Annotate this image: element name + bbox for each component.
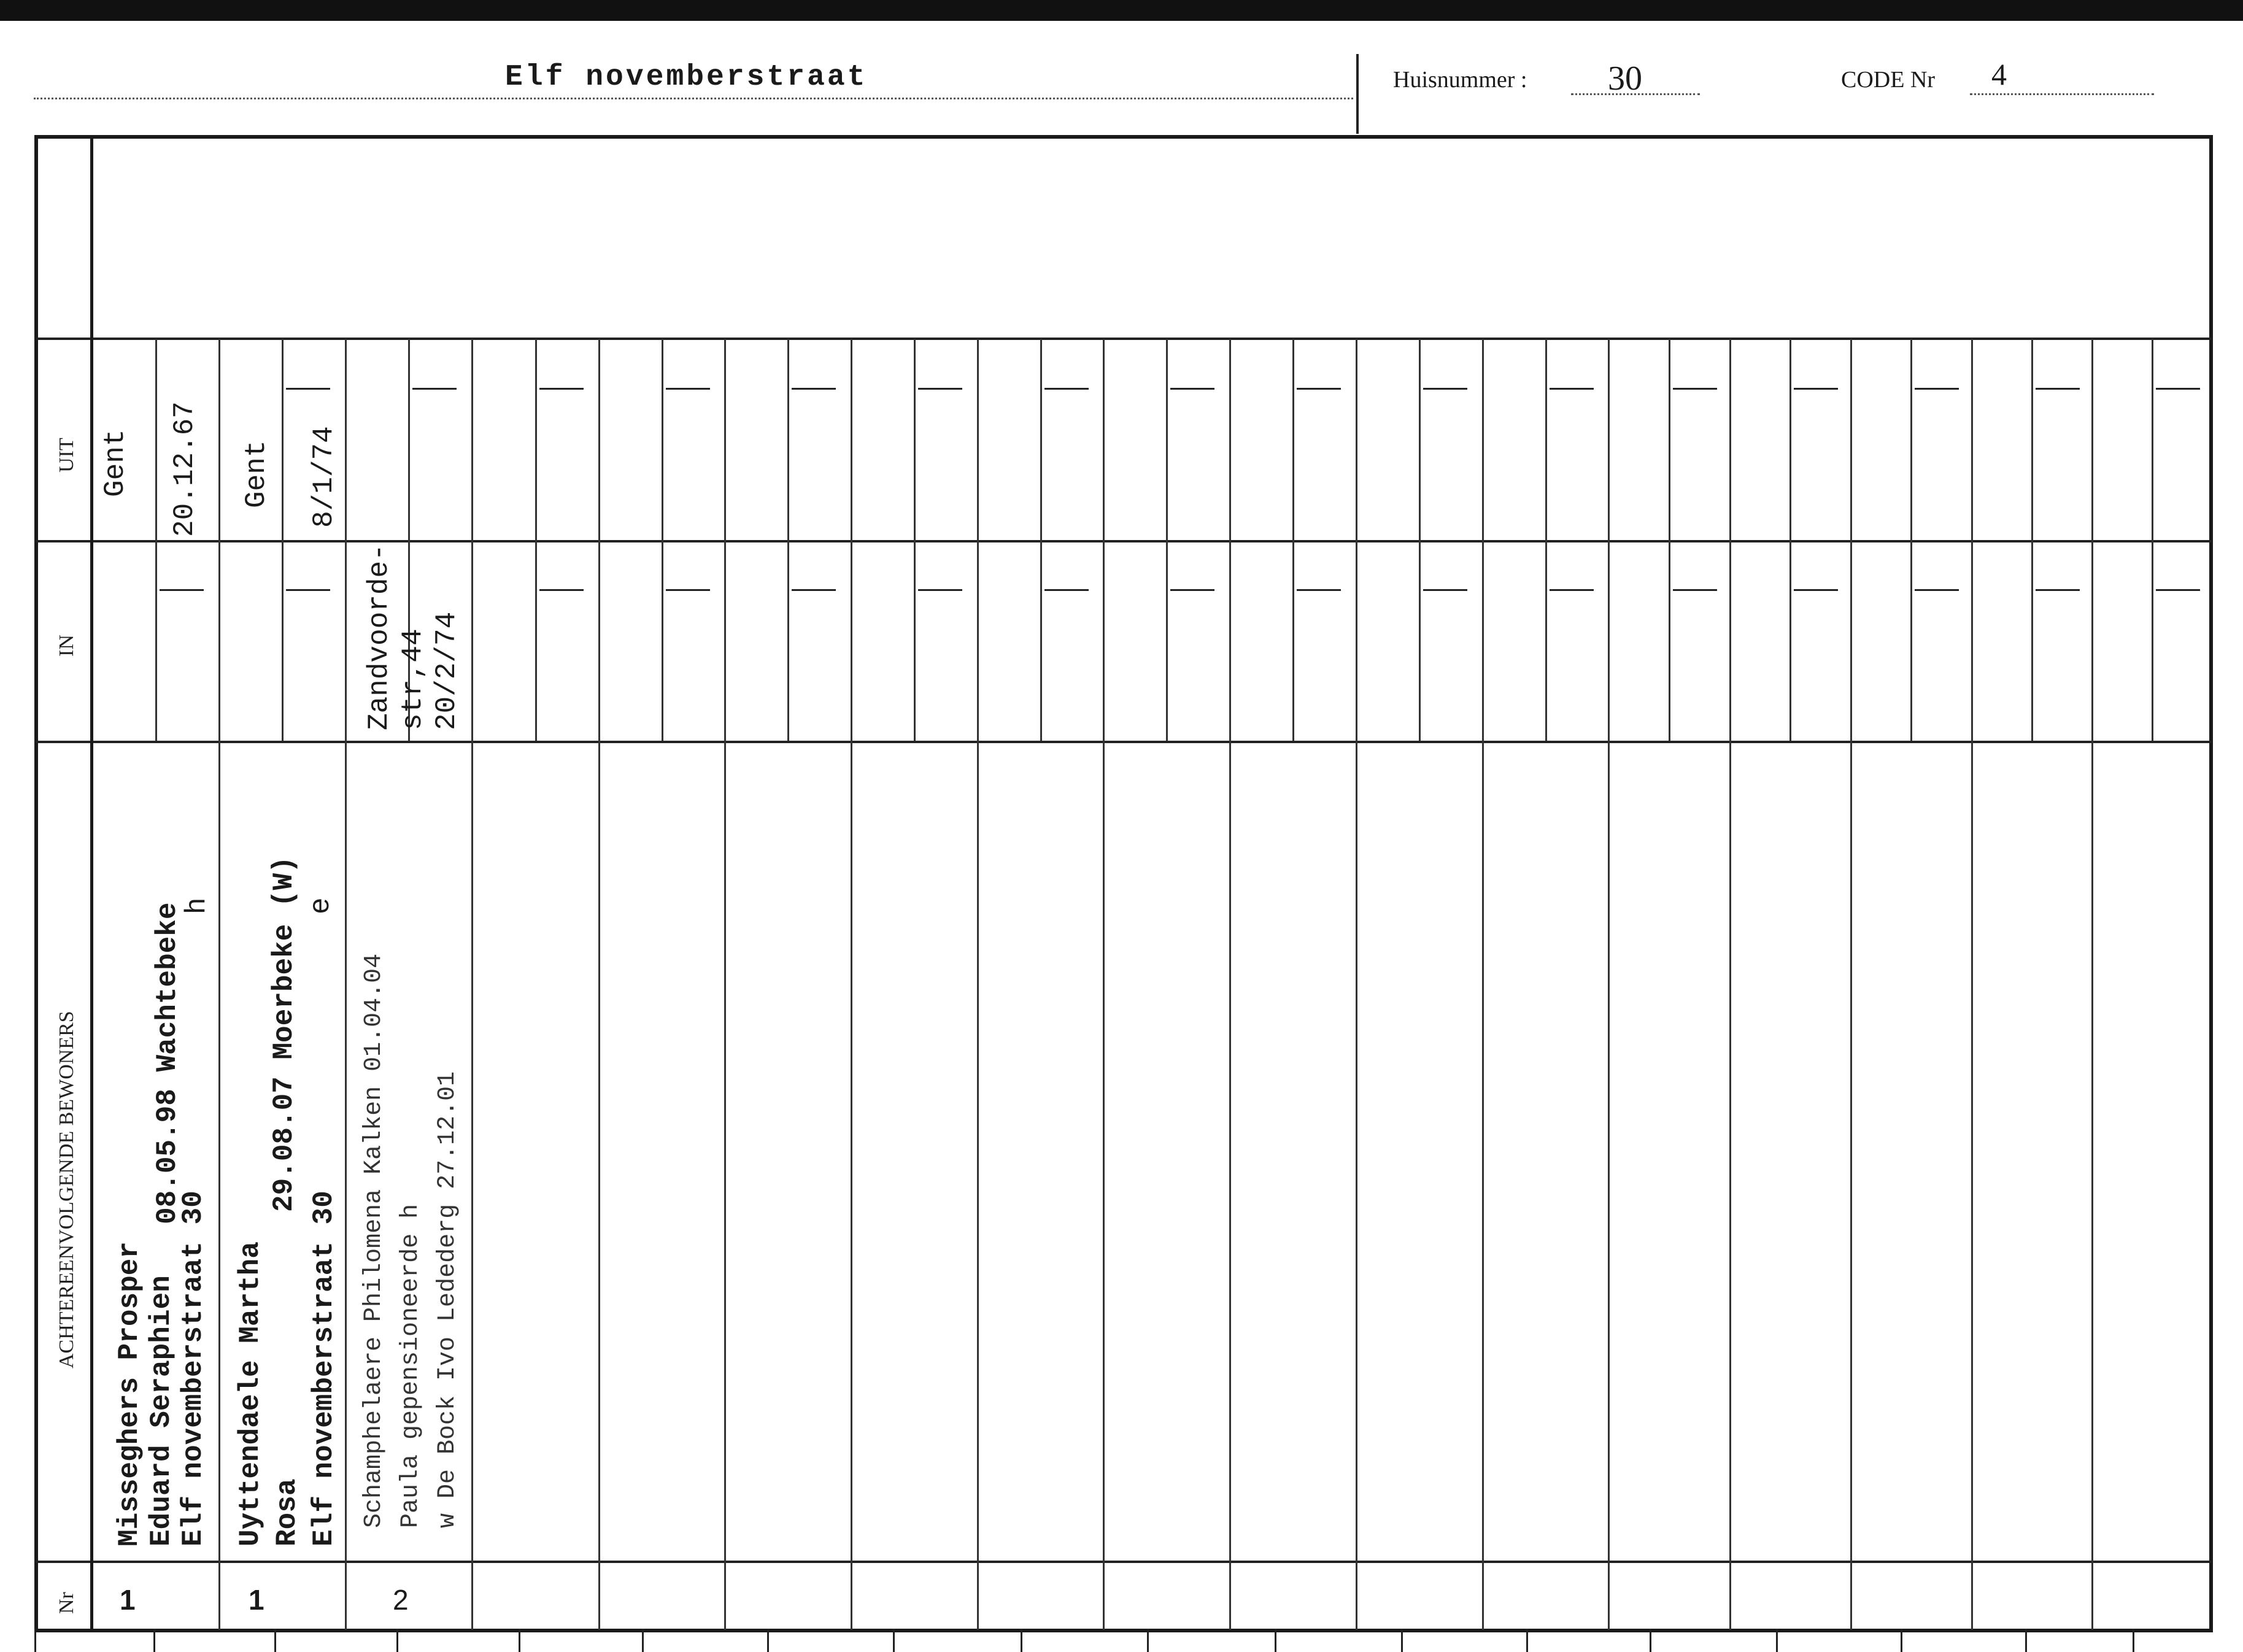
- bottom-tick: [1147, 1629, 1149, 1652]
- sub-column-divider: [2152, 339, 2153, 741]
- residents-row-label: ACHTEREENVOLGENDE BEWONERS: [55, 1011, 78, 1368]
- bottom-tick: [1776, 1629, 1778, 1652]
- header-separator: [1356, 54, 1359, 134]
- uit-dash: [1044, 388, 1089, 390]
- bottom-tick: [34, 1629, 36, 1652]
- entry-1-uit-place: Gent: [99, 429, 131, 497]
- grid-line-in-top: [36, 540, 2212, 542]
- in-dash: [1297, 589, 1341, 591]
- sub-column-divider: [787, 339, 789, 741]
- sub-column-divider: [1545, 339, 1547, 741]
- entry-2-name-line-1: Uyttendaele Martha: [234, 1241, 266, 1546]
- in-dash: [1673, 589, 1717, 591]
- bottom-tick: [1650, 1629, 1651, 1652]
- entry-3-in-line-3: 20/2/74: [431, 611, 463, 730]
- entry-1-detail-suffix: h: [181, 897, 213, 914]
- column-divider: [345, 339, 347, 1630]
- bottom-tick: [2133, 1629, 2134, 1652]
- in-dash: [1915, 589, 1959, 591]
- in-dash: [1170, 589, 1214, 591]
- uit-dash: [792, 388, 836, 390]
- entry-2-birth-details: 29.08.07 Moerbeke (W): [268, 856, 300, 1212]
- sub-column-divider: [535, 339, 537, 741]
- column-divider: [1729, 339, 1731, 1630]
- entry-2-uit-date: 8/1/74: [308, 426, 340, 528]
- column-divider: [1482, 339, 1484, 1630]
- top-border-bar: [0, 0, 2243, 21]
- uit-dash: [1170, 388, 1214, 390]
- uit-dash: [1297, 388, 1341, 390]
- entry-3-in-line-2: str,44: [397, 628, 429, 730]
- in-dash: [918, 589, 962, 591]
- label-column-divider: [90, 136, 93, 1631]
- grid-line-nr-top: [36, 1561, 2212, 1563]
- in-dash: [1550, 589, 1594, 591]
- column-divider: [851, 339, 852, 1630]
- entry-2-name-line-3: Elf novemberstraat 30: [308, 1191, 340, 1546]
- bottom-tick: [274, 1629, 276, 1652]
- house-number-value: 30: [1608, 60, 1642, 98]
- uit-dash: [412, 388, 457, 390]
- house-number-label: Huisnummer :: [1393, 67, 1527, 93]
- bottom-tick: [396, 1629, 398, 1652]
- uit-dash: [539, 388, 584, 390]
- entry-3-name-line-1: Schamphelaere Philomena Kalken 01.04.04: [360, 953, 388, 1528]
- code-value: 4: [1991, 57, 2007, 91]
- in-row-label: IN: [55, 635, 78, 657]
- entry-1-name-line-3: Elf novemberstraat 30: [177, 1191, 209, 1546]
- uit-dash: [1673, 388, 1717, 390]
- entry-1-uit-date: 20.12.67: [169, 401, 201, 537]
- uit-dash: [666, 388, 710, 390]
- uit-row-label: UIT: [55, 438, 78, 473]
- entry-2-nr: 1: [249, 1584, 264, 1616]
- uit-dash: [2036, 388, 2080, 390]
- in-dash: [1423, 589, 1467, 591]
- bottom-tick: [2025, 1629, 2027, 1652]
- sub-column-divider: [2031, 339, 2033, 741]
- sub-column-divider: [1040, 339, 1042, 741]
- bottom-tick: [1021, 1629, 1022, 1652]
- entry-1-name-line-1: Misseghers Prosper: [114, 1241, 145, 1546]
- bottom-tick: [1901, 1629, 1902, 1652]
- in-dash: [666, 589, 710, 591]
- sub-column-divider: [1669, 339, 1670, 741]
- column-divider: [2091, 339, 2093, 1630]
- bottom-tick: [153, 1629, 155, 1652]
- column-divider: [1356, 339, 1357, 1630]
- bottom-tick: [1401, 1629, 1403, 1652]
- entry-2-name-line-2: Rosa: [271, 1478, 303, 1546]
- sub-column-divider: [1292, 339, 1294, 741]
- bottom-tick: [1275, 1629, 1276, 1652]
- column-divider: [1103, 339, 1105, 1630]
- column-divider: [1608, 339, 1610, 1630]
- entry-3-nr: 2: [393, 1584, 409, 1616]
- uit-dash: [1794, 388, 1838, 390]
- grid-line-uit-top: [36, 338, 2212, 340]
- in-dash: [539, 589, 584, 591]
- sub-column-divider: [1789, 339, 1791, 741]
- in-dash: [2156, 589, 2200, 591]
- entry-3-in-line-1: Zandvoorde-: [363, 544, 395, 730]
- column-divider: [977, 339, 979, 1630]
- bottom-tick: [519, 1629, 520, 1652]
- in-dash: [160, 589, 204, 591]
- nr-row-label: Nr: [55, 1592, 78, 1614]
- code-dots: [1970, 92, 2154, 95]
- street-name: Elf novemberstraat: [505, 61, 868, 94]
- in-dash: [1044, 589, 1089, 591]
- sub-column-divider: [1419, 339, 1421, 741]
- sub-column-divider: [155, 339, 157, 741]
- entry-1-name-line-2: Eduard Seraphien: [145, 1275, 177, 1546]
- entry-1-birth-details: 08.05.98 Wachtebeke: [152, 902, 183, 1224]
- in-dash: [1794, 589, 1838, 591]
- grid-line-residents-top: [36, 741, 2212, 743]
- column-divider: [598, 339, 600, 1630]
- bottom-tick: [642, 1629, 644, 1652]
- entry-3-name-line-2: Paula gepensioneerde h: [397, 1203, 425, 1528]
- bottom-tick: [893, 1629, 895, 1652]
- bottom-tick: [767, 1629, 769, 1652]
- in-dash: [286, 589, 330, 591]
- uit-dash: [1550, 388, 1594, 390]
- sub-column-divider: [1166, 339, 1168, 741]
- column-divider: [1971, 339, 1973, 1630]
- column-divider: [1229, 339, 1231, 1630]
- uit-dash: [1915, 388, 1959, 390]
- sub-column-divider: [1910, 339, 1912, 741]
- uit-dash: [2156, 388, 2200, 390]
- uit-dash: [918, 388, 962, 390]
- uit-dash: [1423, 388, 1467, 390]
- column-divider: [724, 339, 726, 1630]
- entry-2-detail-suffix: e: [305, 897, 337, 914]
- column-divider: [1850, 339, 1852, 1630]
- column-divider: [218, 339, 220, 1630]
- entry-1-nr: 1: [120, 1584, 136, 1616]
- bottom-tick: [1526, 1629, 1528, 1652]
- entry-3-name-line-3: w De Bock Ivo Ledederg 27.12.01: [434, 1071, 461, 1528]
- sub-column-divider: [662, 339, 663, 741]
- entry-2-uit-place: Gent: [241, 440, 272, 508]
- sub-column-divider: [914, 339, 916, 741]
- uit-dash: [286, 388, 330, 390]
- in-dash: [2036, 589, 2080, 591]
- code-label: CODE Nr: [1841, 67, 1936, 93]
- column-divider: [471, 339, 473, 1630]
- sub-column-divider: [282, 339, 284, 741]
- street-field: [34, 58, 1353, 99]
- in-dash: [792, 589, 836, 591]
